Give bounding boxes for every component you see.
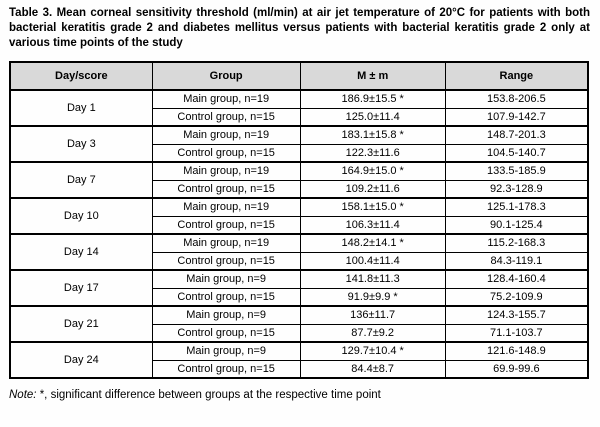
group-cell: Main group, n=19	[152, 90, 300, 108]
range-cell: 133.5-185.9	[445, 162, 588, 180]
day-cell: Day 14	[10, 234, 152, 270]
group-cell: Control group, n=15	[152, 108, 300, 126]
table-row	[10, 198, 588, 216]
m-cell: 183.1±15.8 *	[300, 126, 445, 144]
table-row	[10, 306, 588, 324]
m-cell: 186.9±15.5 *	[300, 90, 445, 108]
footnote-text: *, significant difference between groups at the respective time point	[39, 389, 381, 401]
range-cell: 153.8-206.5	[445, 90, 588, 108]
m-cell: 164.9±15.0 *	[300, 162, 445, 180]
m-cell: 84.4±8.7	[300, 360, 445, 378]
footnote-label: Note:	[9, 389, 37, 401]
range-cell: 69.9-99.6	[445, 360, 588, 378]
group-cell: Control group, n=15	[152, 360, 300, 378]
day-cell: Day 21	[10, 306, 152, 342]
range-cell: 71.1-103.7	[445, 324, 588, 342]
m-cell: 106.3±11.4	[300, 216, 445, 234]
group-cell: Main group, n=19	[152, 198, 300, 216]
table-row	[10, 270, 588, 288]
group-cell: Main group, n=19	[152, 126, 300, 144]
range-cell: 107.9-142.7	[445, 108, 588, 126]
data-table	[9, 61, 589, 379]
day-cell: Day 17	[10, 270, 152, 306]
range-cell: 125.1-178.3	[445, 198, 588, 216]
range-cell: 75.2-109.9	[445, 288, 588, 306]
m-cell: 148.2±14.1 *	[300, 234, 445, 252]
group-cell: Main group, n=9	[152, 342, 300, 360]
group-cell: Control group, n=15	[152, 144, 300, 162]
range-cell: 148.7-201.3	[445, 126, 588, 144]
m-cell: 100.4±11.4	[300, 252, 445, 270]
group-cell: Control group, n=15	[152, 324, 300, 342]
group-cell: Main group, n=9	[152, 270, 300, 288]
day-cell: Day 7	[10, 162, 152, 198]
m-cell: 87.7±9.2	[300, 324, 445, 342]
range-cell: 115.2-168.3	[445, 234, 588, 252]
column-header-day-score: Day/score	[10, 62, 152, 90]
day-cell: Day 10	[10, 198, 152, 234]
day-cell: Day 24	[10, 342, 152, 378]
range-cell: 124.3-155.7	[445, 306, 588, 324]
table-title: Table 3. Mean corneal sensitivity threshold (ml/min) at air jet temperature of 20°C for patients with both bacterial keratitis grade 2 and diabetes mellitus versus patients with bacterial keratitis grade 2 only at various time points of the study	[9, 7, 590, 49]
m-cell: 129.7±10.4 *	[300, 342, 445, 360]
group-cell: Control group, n=15	[152, 252, 300, 270]
table-row	[10, 126, 588, 144]
column-header-group: Group	[152, 62, 300, 90]
group-cell: Main group, n=19	[152, 162, 300, 180]
header-row	[10, 62, 588, 90]
m-cell: 141.8±11.3	[300, 270, 445, 288]
m-cell: 125.0±11.4	[300, 108, 445, 126]
group-cell: Control group, n=15	[152, 288, 300, 306]
table-row	[10, 342, 588, 360]
m-cell: 136±11.7	[300, 306, 445, 324]
table-row	[10, 90, 588, 108]
m-cell: 158.1±15.0 *	[300, 198, 445, 216]
range-cell: 92.3-128.9	[445, 180, 588, 198]
group-cell: Control group, n=15	[152, 216, 300, 234]
group-cell: Main group, n=9	[152, 306, 300, 324]
table-row	[10, 162, 588, 180]
m-cell: 122.3±11.6	[300, 144, 445, 162]
group-cell: Main group, n=19	[152, 234, 300, 252]
range-cell: 84.3-119.1	[445, 252, 588, 270]
footnote	[9, 388, 590, 402]
column-header-m: M ± m	[300, 62, 445, 90]
m-cell: 91.9±9.9 *	[300, 288, 445, 306]
range-cell: 128.4-160.4	[445, 270, 588, 288]
day-cell: Day 1	[10, 90, 152, 126]
range-cell: 121.6-148.9	[445, 342, 588, 360]
day-cell: Day 3	[10, 126, 152, 162]
group-cell: Control group, n=15	[152, 180, 300, 198]
range-cell: 104.5-140.7	[445, 144, 588, 162]
column-header-range: Range	[445, 62, 588, 90]
table-row	[10, 234, 588, 252]
m-cell: 109.2±11.6	[300, 180, 445, 198]
range-cell: 90.1-125.4	[445, 216, 588, 234]
